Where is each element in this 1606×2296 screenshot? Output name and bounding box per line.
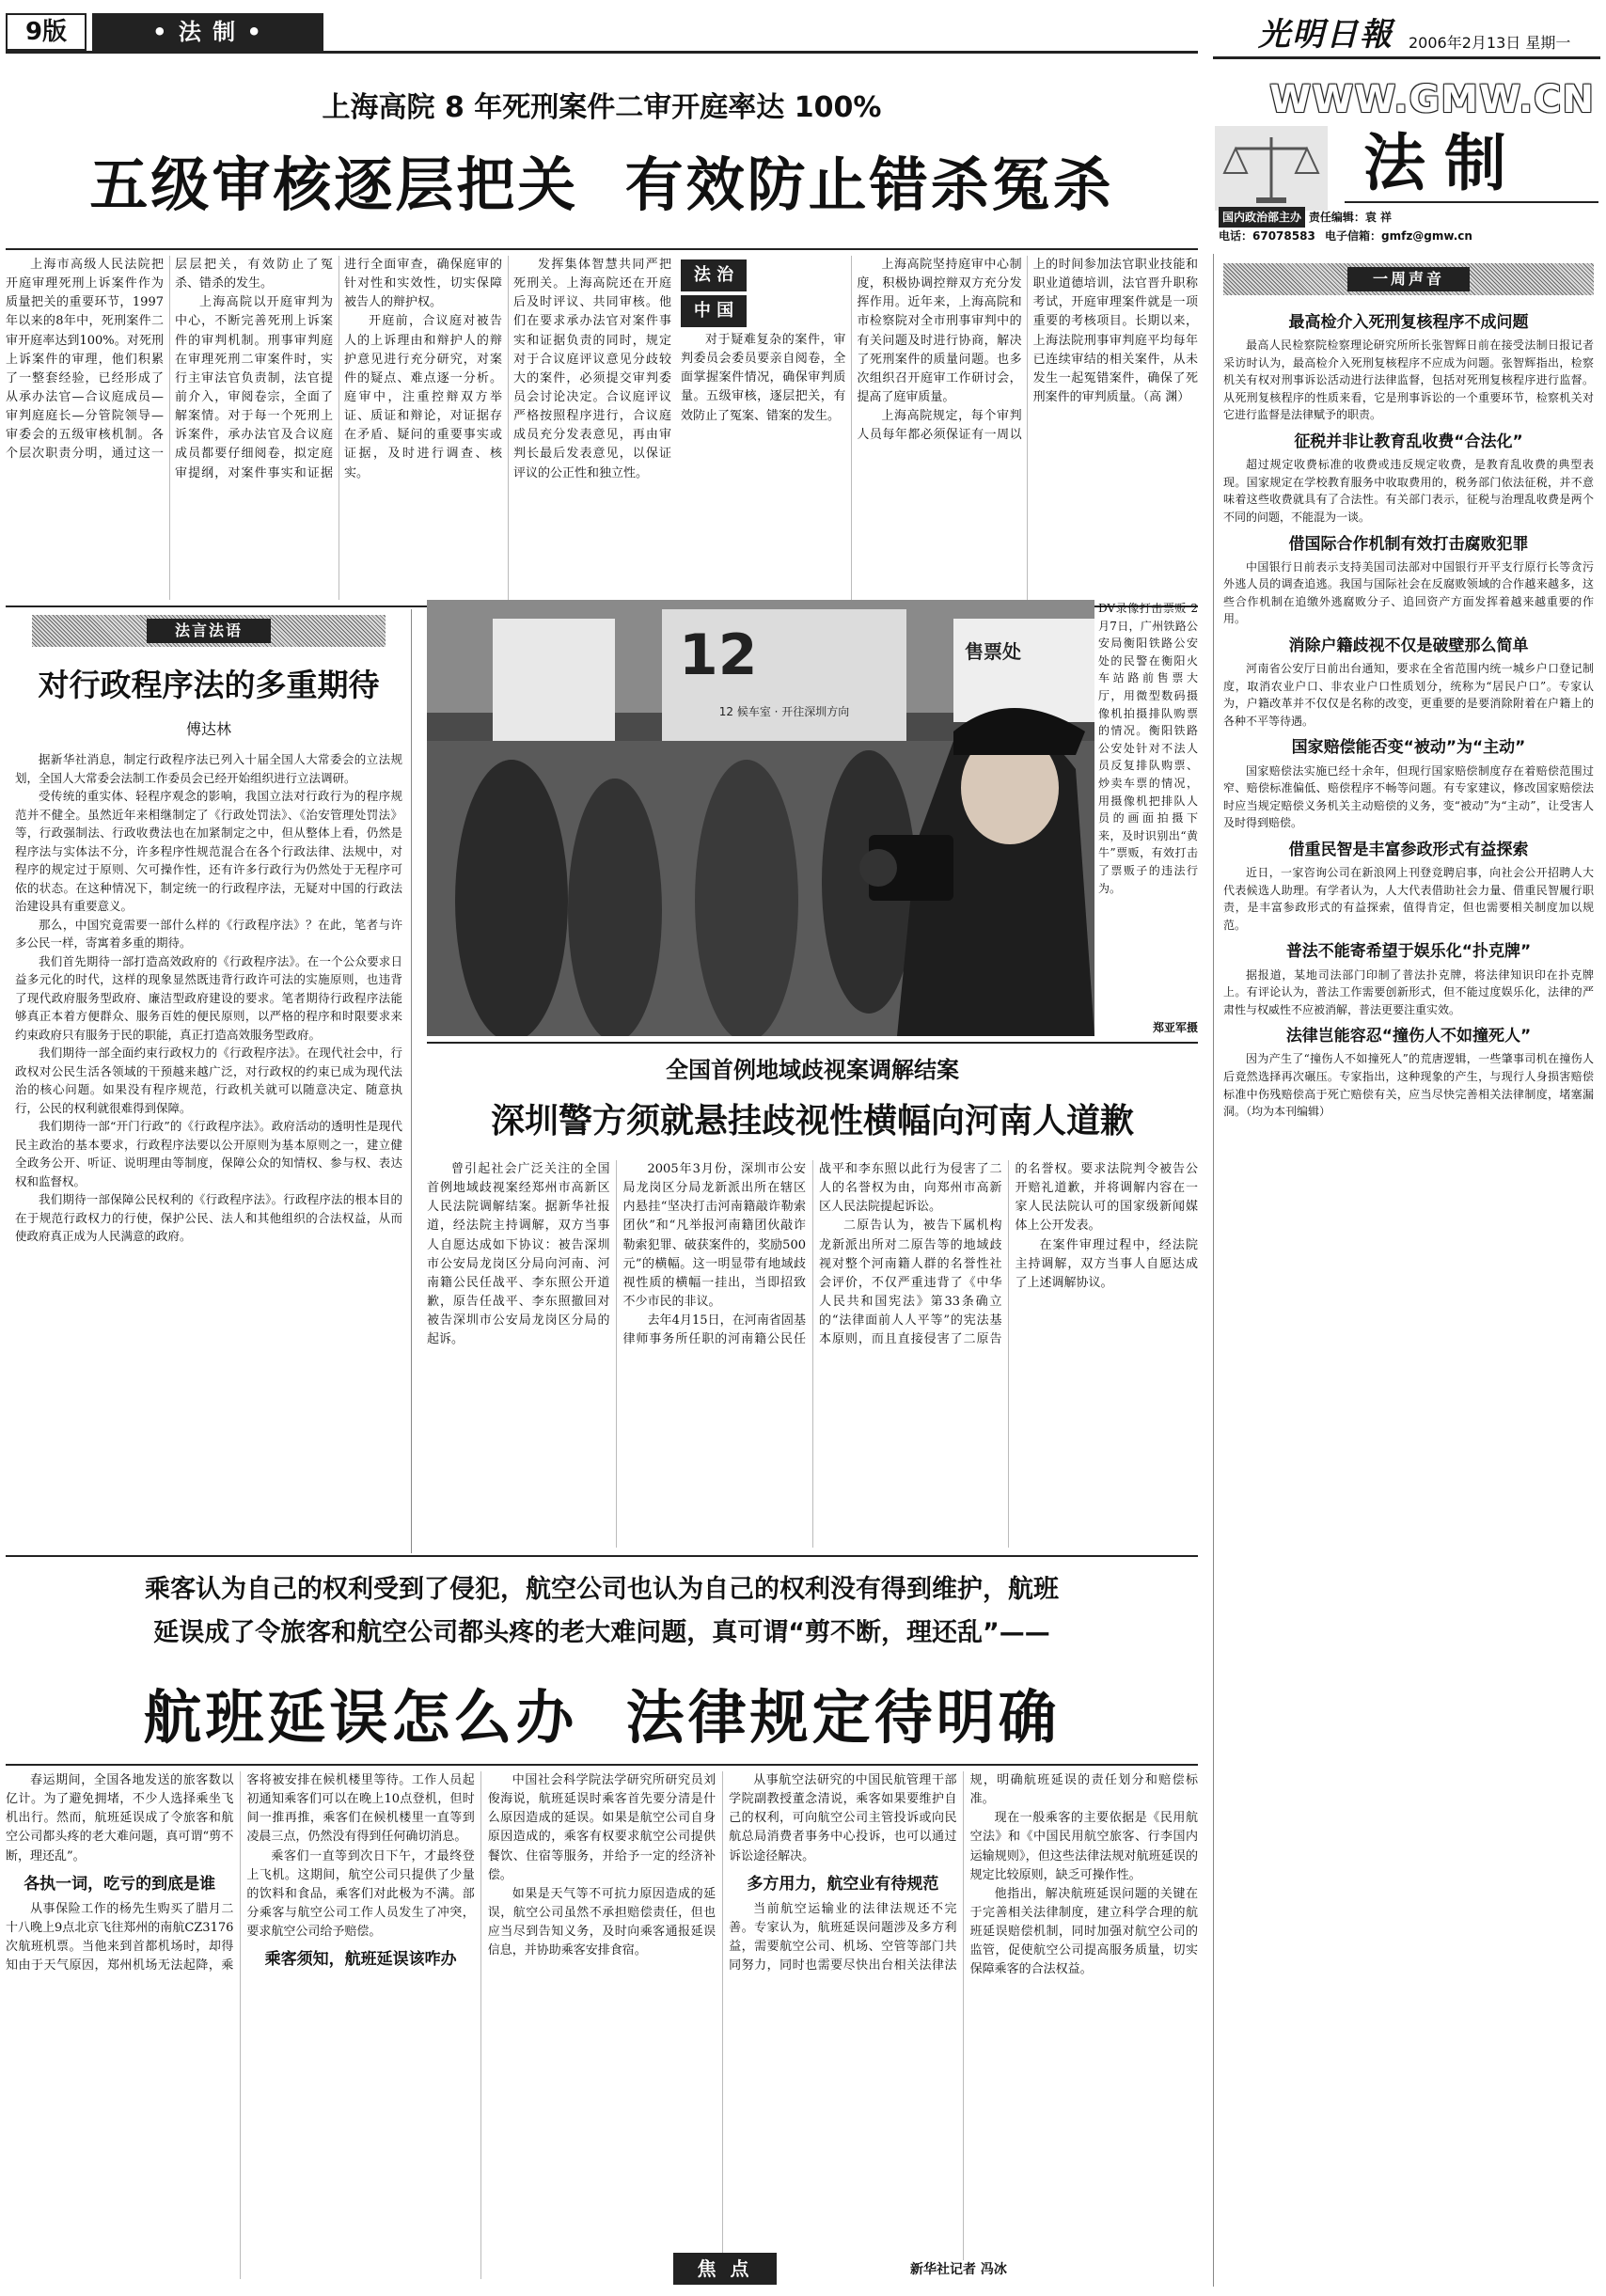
weekly-item [1223,636,1594,730]
flight-subhead: 各执一词，吃亏的到底是谁 [24,1874,216,1894]
shenzhen-body [427,1160,1198,1548]
sign-number: 12 [679,622,758,688]
flight-body [6,1771,1198,2279]
shenzhen-kicker: 全国首例地域歧视案调解结案 [666,1057,959,1083]
photo-caption: DV录像打击票贩 2月7日，广州铁路公安局衡阳铁路公安处的民警在衡阳火车站路前售票大厅，用微型数码摄像机拍摄排队购票的情况。衡阳铁路公安处针对不法人员反复排队购票、炒卖车票的情况，用摄像机把排队人员的画面拍摄下来，及时识别出“黄牛”票贩，有效打击了票贩子的违法行为。 [1098,602,1198,895]
lead-body-right [681,256,1198,600]
weekly-item-title: 国家赔偿能否变“被动”为“主动” [1291,738,1526,758]
lead-para: 对于疑难复杂的案件，审判委员会委员要亲自阅卷，全面掌握案件情况，确保审判质量。五级审核，逐层把关，有效防止了冤案、错案的发生。 [681,333,846,423]
weekly-item-body: 河南省公安厅日前出台通知，要求在全省范围内统一城乡户口登记制度，取消农业户口、非农业户口性质划分，统称为“居民户口”。专家认为，户籍改革并不仅仅是名称的改变，更重要的是要消除附着在户籍上的各种不平等待遇。 [1223,662,1594,728]
weekly-item-title: 消除户籍歧视不仅是破壁那么简单 [1288,637,1529,655]
commentary-author: 傅达林 [185,720,231,738]
commentary-para: 我们期待一部“开门行政”的《行政程序法》。政府活动的透明性是现代民主政治的基本要求，行政程序法要以公开原则为基本原则之一，建立健全政务公开、听证、说明理由等制度，保障公众的知情权、参与权、表达权和监督权。 [15,1119,402,1188]
date-text: 2006年2月13日 [1409,34,1521,52]
lead-para: 上海高院以开庭审判为中心，不断完善死刑上诉案件的审判机制。刑事审判庭在审理死刑二审案件时，实行主审法官负责制，法官提前介入，审阅卷宗，全面了解案情。对于每一个死刑上诉案件，承办法官及合议庭成员都要仔细阅卷，拟定庭审提纲，对案件事实和证据进行全面审查，确保庭审的针对性和实效性，切实保障被告人的辩护权。 [175,258,502,480]
commentary-tag: 法言法语 [147,619,271,643]
weekly-item-body: 据报道，某地司法部门印制了普法扑克牌，将法律知识印在扑克牌上。有评论认为，普法工作需要创新形式，但不能过度娱乐化，法律的严肃性与权威性不应被消解，普法更要注重实效。 [1223,967,1594,1016]
paper-name: 光明日報 [1258,16,1393,54]
photo-caption-box [1098,600,1198,1036]
lead-kicker: 上海高院 8 年死刑案件二审开庭率达 100% [322,91,882,124]
commentary-para: 我们期待一部全面约束行政权力的《行政程序法》。在现代社会中，行政权对公民生活各领域的干预越来越广泛，对行政权的约束已成为现代法治的核心问题。如果没有程序规范，行政机关就可以随意决定、随意执行，公民的权利就很难得到保障。 [15,1046,402,1115]
lead-tag-2: 中 国 [681,295,747,327]
lead-para: 发挥集体智慧共同严把死刑关。上海高院还在开庭后及时评议、共同审核。他们在要求承办法官对案件事实和证据负责的同时，规定对于合议庭评议意见分歧较大的案件，必须提交审判委员会讨论决定。合议庭评议严格按照程序进行，合议庭成员充分发表意见，再由审判长最后发表意见，以保证评议的公正性和独立性。 [513,258,671,480]
shenzhen-para: 在案件审理过程中，经法院主持调解，双方当事人自愿达成了上述调解协议。 [1015,1237,1198,1290]
weekly-item-body: 国家赔偿法实施已经十余年，但现行国家赔偿制度存在着赔偿范围过窄、赔偿标准偏低、赔偿程序不畅等问题。有专家建议，修改国家赔偿法时应当规定赔偿义务机关主动赔偿的义务，变“被动”为“主动”，让受害人及时得到赔偿。 [1223,763,1594,830]
flight-para: 如果是天气等不可抗力原因造成的延误，航空公司虽然不承担赔偿责任，但也应当尽到告知义务，及时向乘客通报延误信息，并协助乘客安排食宿。 [487,1886,716,1958]
flight-para: 从事航空法研究的中国民航管理干部学院副教授董念清说，乘客如果要维护自己的权利，可向航空公司主管投诉或向民航总局消费者事务中心投诉，也可以通过诉讼途径解决。 [729,1773,957,1864]
weekday-text: 星期一 [1525,34,1571,52]
weekly-item-title: 征税并非让教育乱收费“合法化” [1294,432,1523,452]
flight-headline: 航班延误怎么办 法律规定待明确 [143,1683,1061,1752]
sign-side: 售票处 [965,640,1021,663]
editor-name: 责任编辑：袁 祥 [1308,211,1393,224]
shenzhen-rule [427,1042,1198,1044]
weekly-item [1223,432,1594,526]
weekly-list [1223,307,1594,2277]
weekly-item [1223,941,1594,1018]
shenzhen-headline: 深圳警方须就悬挂歧视性横幅向河南人道歉 [490,1102,1134,1140]
lead-para: 开庭前，合议庭对被告人的上诉理由和辩护人的辩护意见进行充分研究，对案件的疑点、难点逐一分析。庭审中，注重控辩双方举证、质证和辩论，对证据存在矛盾、疑问的重要事实或证据，及时进行调查、核实。 [344,314,502,480]
weekly-item-body: 最高人民检察院检察理论研究所所长张智辉日前在接受法制日报记者采访时认为，最高检介入死刑复核程序不应成为问题。张智辉指出，检察机关有权对刑事诉讼活动进行法律监督，包括对死刑复核程序进行监督。从死刑复核程序的性质来看，它是刑事诉讼的一个重要环节，检察机关对它进行监督是法律赋予的职责。 [1223,338,1594,422]
lead-headline: 五级审核逐层把关 有效防止错杀冤杀 [89,150,1114,219]
flight-top-rule [6,1555,1198,1557]
weekly-item [1223,840,1594,934]
flight-intro-2: 延误成了令旅客和航空公司都头疼的老大难问题，真可谓“剪不断，理还乱”—— [153,1618,1050,1647]
dept-label: 国内政治部主办 [1219,207,1305,228]
commentary-para: 那么，中国究竟需要一部什么样的《行政程序法》？在此，笔者与许多公民一样，寄寓着多重的期待。 [15,917,402,950]
weekly-item-body: 近日，一家咨询公司在新浪网上刊登竞聘启事，向社会公开招聘人大代表候选人助理。有学者认为，人大代表借助社会力量、借重民智履行职责，是丰富参政形式的有益探索，值得肯定，但也需要相关制度加以规范。 [1223,866,1594,932]
flight-para: 当前航空运输业的法律法规还不完善。专家认为，航班延误问题涉及多方利益，需要航空公司、机场、空管等部门共同努力，同时也需要尽快出台相关法律法规，明确航班延误的责任划分和赔偿标准。 [729,1773,1198,1974]
flight-subhead: 乘客须知，航班延误该咋办 [264,1950,457,1970]
masthead-rule [6,51,1198,54]
weekly-item [1223,737,1594,831]
weekly-item-title: 法律岂能容忍“撞伤人不如撞死人” [1285,1027,1532,1046]
lead-para: 上海高院坚持庭审中心制度，积极协调控辩双方充分发挥作用。近年来，上海高院和市检察院对全市刑事审判中的有关问题及时进行协商，解决了死刑案件的质量问题。也多次组织召开庭审工作研讨会，提高了庭审质量。 [857,258,1022,404]
flight-para: 他指出，解决航班延误问题的关键在于完善相关法律制度，建立科学合理的航班延误赔偿机制，同时加强对航空公司的监管，促使航空公司提高服务质量，切实保障乘客的合法权益。 [969,1886,1198,1977]
side-section-title: 法制 [1363,126,1525,199]
flight-headline-rule [6,1764,1198,1766]
page-number-box: 9版 [6,13,87,51]
weekly-item-title: 最高检介入死刑复核程序不成问题 [1288,313,1529,332]
issue-date [1409,32,1570,55]
top-rule [1213,56,1600,59]
weekly-item [1223,534,1594,628]
focus-tag: 焦 点 [673,2253,777,2285]
weekly-tag: 一周声音 [1347,267,1470,291]
flight-para: 春运期间，全国各地发送的旅客数以亿计。为了避免拥堵，不少人选择乘坐飞机出行。然而，航班延误成了令旅客和航空公司都头疼的老大难问题，真可谓“剪不断，理还乱”。 [6,1773,234,1864]
weekly-column [1213,254,1600,2287]
photo-credit: 郑亚军摄 [1152,1020,1198,1034]
shenzhen-para: 曾引起社会广泛关注的全国首例地域歧视案经郑州市高新区人民法院调解结案。据新华社报道，经法院主持调解，双方当事人自愿达成如下协议：被告深圳市公安局龙岗区分局向河南、河南籍公民任战平、李东照公开道歉，原告任战平、李东照撤回对被告深圳市公安局龙岗区分局的起诉。 [427,1162,610,1347]
shenzhen-para: 2005年3月份，深圳市公安局龙岗区分局龙新派出所在辖区内悬挂“坚决打击河南籍敲诈勒索团伙”和“凡举报河南籍团伙敲诈勒索犯罪、破获案件的，奖励500元”的横幅。这一明显带有地域歧视性质的横幅一挂出，当即招致不少市民的非议。 [622,1162,806,1309]
shenzhen-para: 二原告认为，被告下属机构龙新派出所对二原告等的地域歧视对整个河南籍人群的名誉性社会评价，不仅严重违背了《中华人民共和国宪法》第33条确立的“法律面前人人平等”的宪法基本原则，而且直接侵害了二原告的名誉权。要求法院判令被告公开赔礼道歉，并将调解内容在一家人民法院认可的国家级新闻媒体上公开发表。 [819,1162,1198,1347]
commentary-para: 我们首先期待一部打造高效政府的《行政程序法》。在一个公众要求日益多元化的时代，这样的现象显然既违背行政许可法的实施原则，也违背了现代政府服务型政府、廉洁型政府建设的要求。笔者期待行政程序法能够真正本着方便群众、服务百姓的便民原则，以严格的程序和时限要求来约束政府只有服务于民的职能，真正打造高效服务型政府。 [15,953,402,1042]
scales-of-justice-icon [1215,126,1328,211]
lead-para: 上海高院规定，每个审判人员每年都必须保证有一周以上的时间参加法官职业技能和职业道德培训，法官晋升职称考试，开庭审理案件就是一项重要的考核项目。长期以来，上海法院刑事审判庭平均每年已连续审结的相关案件，从未发生一起冤错案件，确保了死刑案件的审判质量。（高 渊） [857,258,1198,443]
weekly-item [1223,1026,1594,1120]
lead-para: 上海市高级人民法院把开庭审理死刑上诉案件作为质量把关的重要环节，1997年以来的8年中，死刑案件二审开庭率达到100%。对死刑上诉案件的审理，他们积累了一整套经验，已经形成了从承办法官—合议庭成员—审判庭庭长—分管院领导—审委会的五级审核机制。各个层次职责分明，通过这一层层把关，有效防止了冤杀、错杀的发生。 [6,258,333,462]
commentary-title: 对行政程序法的多重期待 [38,667,380,703]
dept-bar [1219,207,1597,228]
email-text: 电子信箱：gmfz@gmw.cn [1325,229,1472,243]
weekly-item-title: 借国际合作机制有效打击腐败犯罪 [1288,534,1529,554]
flight-para: 从事保险工作的杨先生购买了腊月二十八晚上9点北京飞往郑州的南航CZ3176次航班机票。当他来到首都机场时，却得知由于天气原因，郑州机场无法起降，乘客将被安排在候机楼里等待。工作人员起初通知乘客们可以在晚上10点登机，但时间一推再推，乘客们在候机楼里一直等到凌晨三点，仍然没有得到任何确切消息。 [6,1773,475,1974]
side-title-rule [1345,201,1598,203]
phone-text: 电话：67078583 [1219,229,1315,243]
commentary-body [15,750,402,1546]
lead-tag-1: 法 治 [681,259,747,291]
commentary-para: 受传统的重实体、轻程序观念的影响，我国立法对行政行为的程序规范并不健全。虽然近年来相继制定了《行政处罚法》、《治安管理处罚法》等，行政强制法、行政收费法也在加紧制定之中，但从整体上看，仍然是程序法与实体法不分，许多程序性规范混合在各个行政法律、法规中，对程序的规定过于原则、欠可操作性，还有许多行政行为仍然处于无程序可依的状态。在这种情况下，制定统一的行政程序法，无疑对中国的行政法治建设具有重要意义。 [15,789,402,913]
weekly-item-title: 借重民智是丰富参政形式有益探索 [1288,840,1529,859]
contact-bar [1219,228,1597,244]
weekly-item-body: 超过规定收费标准的收费或违反规定收费，是教育乱收费的典型表现。国家规定在学校教育服务中收取费用的，税务部门依法征税，并不意味着这些收费就具有了合法性。有关部门表示，征税与治理乱收费是两个不同的问题，不能混为一谈。 [1223,458,1594,524]
flight-intro-1: 乘客认为自己的权利受到了侵犯，航空公司也认为自己的权利没有得到维护，航班 [145,1575,1059,1604]
weekly-item [1223,312,1594,424]
flight-para: 中国社会科学院法学研究所研究员刘俊海说，航班延误时乘客首先要分清是什么原因造成的延误。如果是航空公司自身原因造成的，乘客有权要求航空公司提供餐饮、住宿等服务，并给予一定的经济补偿。 [487,1773,716,1882]
commentary-para: 我们期待一部保障公民权利的《行政程序法》。行政程序法的根本目的在于规范行政权力的行使，保护公民、法人和其他组织的合法权益，从而使政府真正成为人民满意的政府。 [15,1192,402,1243]
section-tab: • 法 制 • [92,13,323,51]
lead-rule [6,248,1198,250]
news-photo [427,600,1094,1036]
sign-text: 12 候车室 · 开往深圳方向 [718,705,850,718]
flight-para: 乘客们一直等到次日下午，才最终登上飞机。这期间，航空公司只提供了少量的饮料和食品，乘客们对此极为不满。部分乘客与航空公司工作人员发生了冲突，要求航空公司给予赔偿。 [246,1848,475,1940]
flight-byline: 新华社记者 冯冰 [906,2260,1011,2280]
lead-body-left [6,256,671,600]
shenzhen-para: 去年4月15日，在河南省固基律师事务所任职的河南籍公民任战平和李东照以此行为侵害了二人的名誉权为由，向郑州市高新区人民法院提起诉讼。 [622,1162,1002,1347]
tag-spacer [681,256,747,331]
flight-para: 现在一般乘客的主要依据是《民用航空法》和《中国民用航空旅客、行李国内运输规则》，但这些法律法规对航班延误的规定比较原则，缺乏可操作性。 [969,1811,1198,1882]
commentary-para: 据新华社消息，制定行政程序法已列入十届全国人大常委会的立法规划，全国人大常委会法制工作委员会已经开始组织进行立法调研。 [15,752,402,785]
weekly-item-body: 中国银行日前表示支持美国司法部对中国银行开平支行原行长等贪污外逃人员的调查追逃。我国与国际社会在反腐败领域的合作越来越多，这些合作机制在追缴外逃腐败分子、追回资产方面发挥着越来越重要的作用。 [1223,559,1594,626]
flight-subhead: 多方用力，航空业有待规范 [747,1874,939,1894]
side-header [1213,60,1600,248]
weekly-item-body: 因为产生了“撞伤人不如撞死人”的荒唐逻辑，一些肇事司机在撞伤人后竟然选择再次碾压。专家指出，这种现象的产生，与现行人身损害赔偿标准中伤残赔偿高于死亡赔偿有关，应当尽快完善相关法律制度，堵塞漏洞。（均为本刊编辑） [1223,1052,1594,1119]
site-url: WWW.GMW.CN [1269,78,1595,121]
weekly-item-title: 普法不能寄希望于娱乐化“扑克牌” [1285,942,1532,962]
commentary [6,609,412,1553]
